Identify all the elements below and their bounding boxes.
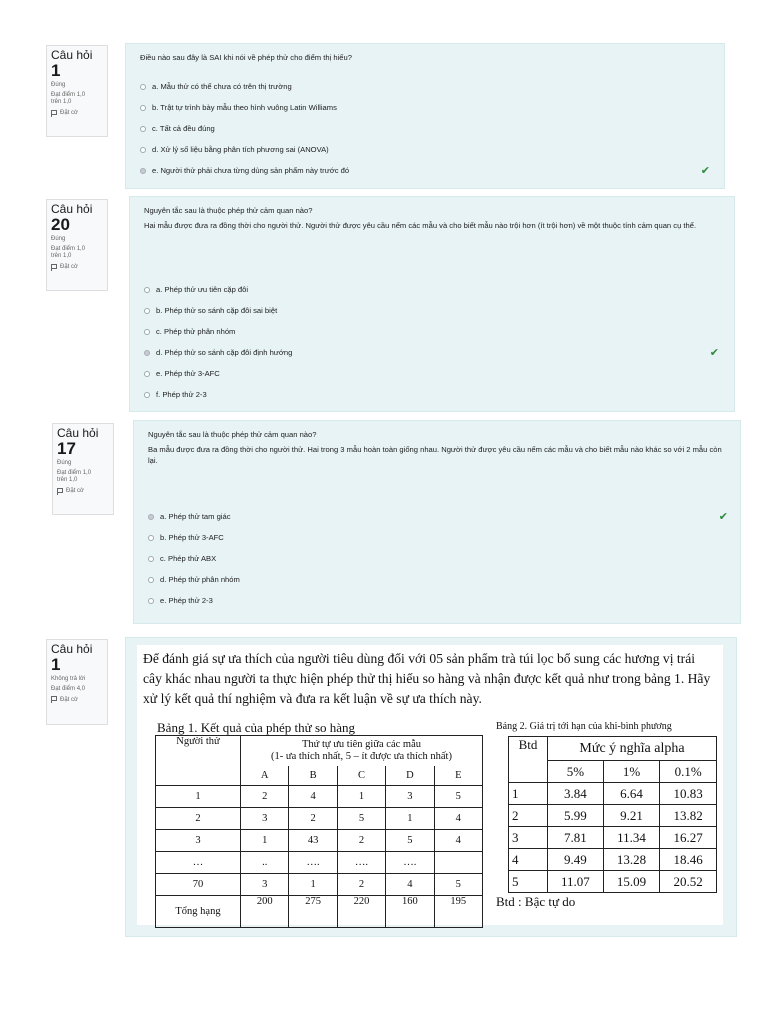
radio-button[interactable] — [144, 287, 150, 293]
table-row: 1 3.84 6.64 10.83 — [509, 783, 717, 805]
flag-icon — [51, 264, 57, 271]
table-header: C — [337, 766, 385, 786]
flag-icon — [51, 696, 57, 703]
answer-option[interactable]: e. Người thử phải chưa từng dùng sản phẩm này trước đó ✔ — [140, 160, 710, 181]
radio-button[interactable] — [140, 147, 146, 153]
correct-check-icon: ✔ — [709, 347, 719, 359]
question-content-20 — [129, 196, 735, 412]
table-header: B — [289, 766, 337, 786]
table-row: 3 1 43 2 5 4 — [156, 830, 483, 852]
answer-option[interactable]: c. Phép thử phân nhóm — [144, 321, 719, 342]
answer-option[interactable]: d. Phép thử phân nhóm — [148, 569, 728, 590]
question-text: Điều nào sau đây là SAI khi nói về phép thử cho điểm thị hiếu? — [140, 53, 352, 62]
table-row: 4 9.49 13.28 18.46 — [509, 849, 717, 871]
flag-icon — [51, 110, 57, 117]
answer-options — [148, 506, 728, 611]
answer-option[interactable]: a. Mẫu thử có thể chưa có trên thị trường — [140, 76, 710, 97]
question-text: Nguyên tắc sau là thuộc phép thử cảm quan nào? Ba mẫu được đưa ra đồng thời cho người thử. Hai trong 3 mẫu hoàn toàn giống nhau. Người thử được yêu cầu nếm các mẫu và cho biết mẫu nào khác so với 2 mẫu còn lại. — [148, 430, 722, 465]
essay-image — [137, 645, 723, 925]
radio-button-selected[interactable] — [140, 168, 146, 174]
radio-button-selected[interactable] — [148, 514, 154, 520]
flag-question-button[interactable]: Đặt cờ — [51, 110, 103, 117]
ranking-result-table — [155, 735, 483, 928]
radio-button[interactable] — [148, 535, 154, 541]
question-label: Câu hỏi — [51, 48, 93, 62]
table-header: Mức ý nghĩa alpha — [548, 737, 717, 761]
question-score: Đạt điểm 1,0 trên 1,0 — [57, 469, 92, 483]
essay-paragraph: Để đánh giá sự ưa thích của người tiêu dùng đối với 05 sản phẩm trà túi lọc bổ sung các hương vị trái cây khác nhau người ta thực hiện phép thử thị hiếu so hàng và nhận được kết quả như trong bảng 1. Hãy xử lý kết quả thí nghiệm và đưa ra kết luận về sự ưa thích này. — [143, 651, 711, 706]
answer-option[interactable]: e. Phép thử 3-AFC — [144, 363, 719, 384]
answer-options — [140, 76, 710, 181]
correct-check-icon: ✔ — [718, 511, 728, 523]
question-status: Đúng — [51, 82, 66, 88]
table-header: Btd — [509, 737, 548, 783]
answer-option[interactable]: b. Trật tự trình bày mẫu theo hình vuông Latin Williams — [140, 97, 710, 118]
answer-option[interactable]: d. Phép thử so sánh cặp đôi định hướng ✔ — [144, 342, 719, 363]
question-number: 1 — [51, 655, 61, 674]
answer-option[interactable]: a. Phép thử ưu tiên cặp đôi — [144, 279, 719, 300]
answer-option[interactable]: b. Phép thử 3-AFC — [148, 527, 728, 548]
question-label: Câu hỏi — [57, 426, 99, 440]
table-row: 70 3 1 2 4 5 — [156, 874, 483, 896]
essay-question-content — [125, 637, 737, 937]
answer-options — [144, 279, 719, 405]
correct-check-icon: ✔ — [700, 165, 710, 177]
table1-caption: Bảng 1. Kết quả của phép thử so hàng — [157, 720, 356, 735]
flag-icon — [57, 488, 63, 495]
table-header: A — [241, 766, 289, 786]
table-header: 5% — [548, 761, 604, 783]
answer-option[interactable]: c. Phép thử ABX — [148, 548, 728, 569]
table-header: D — [386, 766, 434, 786]
radio-button[interactable] — [148, 577, 154, 583]
question-label: Câu hỏi — [51, 202, 93, 216]
answer-option[interactable]: a. Phép thử tam giác ✔ — [148, 506, 728, 527]
question-score: Đạt điểm 4,0 — [51, 685, 86, 692]
question-number: 1 — [51, 61, 61, 80]
table2-note: Btd : Bậc tự do — [496, 894, 576, 909]
table-header: Thứ tự ưu tiên giữa các mẫu (1- ưa thích nhất, 5 – ít được ưa thích nhất) — [241, 736, 483, 766]
question-number: 17 — [57, 439, 76, 458]
radio-button[interactable] — [144, 371, 150, 377]
table-header: 1% — [603, 761, 660, 783]
table-row: 5 11.07 15.09 20.52 — [509, 871, 717, 893]
radio-button[interactable] — [144, 308, 150, 314]
answer-option[interactable]: c. Tất cả đều đúng — [140, 118, 710, 139]
question-status: Đúng — [57, 460, 72, 466]
table-header: 0.1% — [660, 761, 717, 783]
radio-button[interactable] — [148, 598, 154, 604]
question-content-1 — [125, 43, 725, 189]
radio-button[interactable] — [140, 126, 146, 132]
answer-option[interactable]: e. Phép thử 2-3 — [148, 590, 728, 611]
question-status: Không trả lời — [51, 676, 86, 682]
radio-button[interactable] — [140, 84, 146, 90]
answer-option[interactable]: b. Phép thử so sánh cặp đôi sai biệt — [144, 300, 719, 321]
table-row: 3 7.81 11.34 16.27 — [509, 827, 717, 849]
chi-square-critical-table — [508, 736, 717, 893]
table2-caption: Bảng 2. Giá trị tới hạn của khi-bình phương — [496, 721, 672, 732]
question-info-essay — [46, 639, 108, 725]
radio-button[interactable] — [144, 392, 150, 398]
table-row: 2 3 2 5 1 4 — [156, 808, 483, 830]
answer-option[interactable]: d. Xử lý số liệu bằng phân tích phương sai (ANOVA) — [140, 139, 710, 160]
radio-button[interactable] — [144, 329, 150, 335]
question-score: Đạt điểm 1,0 trên 1,0 — [51, 91, 86, 105]
question-text: Nguyên tắc sau là thuộc phép thử cảm quan nào? Hai mẫu được đưa ra đồng thời cho người thử. Người thử được yêu cầu nếm các mẫu và cho biết mẫu nào trội hơn (ít trội hơn) về một thuộc tính cảm quan cụ thể. — [144, 206, 697, 230]
flag-question-button[interactable]: Đặt cờ — [51, 264, 103, 271]
radio-button[interactable] — [148, 556, 154, 562]
question-info-17 — [52, 423, 114, 515]
flag-question-button[interactable]: Đặt cờ — [57, 488, 109, 495]
table-row: 1 2 4 1 3 5 — [156, 786, 483, 808]
question-number: 20 — [51, 215, 70, 234]
question-score: Đạt điểm 1,0 trên 1,0 — [51, 245, 86, 259]
question-label: Câu hỏi — [51, 642, 93, 656]
table-row: … .. …. …. …. — [156, 852, 483, 874]
flag-question-button[interactable]: Đặt cờ — [51, 696, 103, 703]
table-row-total: Tổng hạng 200 275 220 160 195 — [156, 896, 483, 928]
table-header: E — [434, 766, 482, 786]
question-status: Đúng — [51, 236, 66, 242]
table-header: Người thử — [156, 736, 241, 786]
question-info-1 — [46, 45, 108, 137]
answer-option[interactable]: f. Phép thử 2-3 — [144, 384, 719, 405]
question-content-17 — [133, 420, 741, 624]
question-info-20 — [46, 199, 108, 291]
radio-button-selected[interactable] — [144, 350, 150, 356]
radio-button[interactable] — [140, 105, 146, 111]
table-row: 2 5.99 9.21 13.82 — [509, 805, 717, 827]
